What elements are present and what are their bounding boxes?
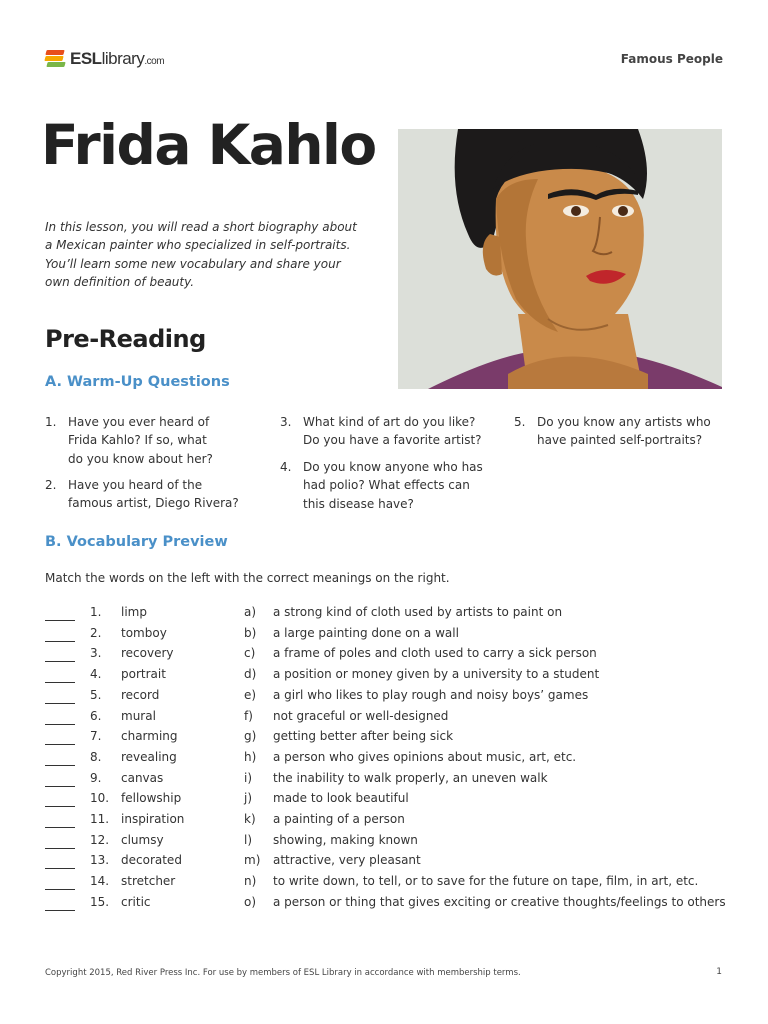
answer-blank[interactable] (45, 889, 75, 890)
vocab-row: 2. tomboy b) a large painting done on a wall (0, 626, 768, 647)
vocab-word: stretcher (121, 874, 176, 889)
esl-library-logo (45, 46, 164, 72)
vocab-meaning: the inability to walk properly, an uneven walk (273, 770, 548, 785)
vocab-word: inspiration (121, 812, 185, 826)
question-text: Do you know any artists who have painted self-portraits? (537, 415, 711, 448)
question-item: 2. Have you heard of the famous artist, Diego Rivera? (45, 476, 255, 514)
vocab-meaning: a person or thing that gives exciting or creative thoughts/feelings to others (273, 894, 726, 909)
question-text: Do you know anyone who has had polio? What effects can this disease have? (303, 460, 483, 511)
books-logo-icon (45, 48, 67, 70)
subheading-warm-up: A. Warm-Up Questions (45, 374, 230, 390)
intro-paragraph (45, 218, 355, 291)
vocab-meaning: a girl who likes to play rough and noisy boys’ games (273, 687, 589, 702)
vocab-meaning: made to look beautiful (273, 791, 409, 806)
vocab-row: 12. clumsy l) showing, making known (0, 833, 768, 854)
vocab-word: clumsy (121, 832, 164, 847)
question-text: What kind of art do you like? Do you have a favorite artist? (303, 415, 482, 448)
vocab-word: canvas (121, 770, 164, 785)
vocab-meaning: a frame of poles and cloth used to carry a sick person (273, 646, 597, 661)
vocab-meaning: to write down, to tell, or to save for the future on tape, film, in art, etc. (273, 874, 699, 889)
question-item: 1. Have you ever heard of Frida Kahlo? If so, what do you know about her? (45, 413, 255, 469)
vocab-word: charming (121, 729, 178, 744)
question-text: Have you heard of the famous artist, Diego Rivera? (68, 478, 239, 511)
vocab-word: revealing (121, 749, 177, 764)
vocab-row: 4. portrait d) a position or money given by a university to a student (0, 667, 768, 688)
vocab-word: mural (121, 708, 156, 723)
answer-blank[interactable] (45, 724, 75, 725)
vocab-meaning: attractive, very pleasant (273, 853, 421, 868)
vocab-meaning: a position or money given by a university to a student (273, 667, 600, 682)
vocab-word: critic (121, 894, 151, 909)
vocab-word: tomboy (121, 625, 167, 640)
answer-blank[interactable] (45, 827, 75, 828)
logo-wordmark: ESLlibrary.com (70, 49, 165, 68)
answer-blank[interactable] (45, 682, 75, 683)
answer-blank[interactable] (45, 744, 75, 745)
vocab-word: portrait (121, 667, 166, 682)
question-item: 4. Do you know anyone who has had polio? What effects can this disease have? (280, 458, 500, 514)
vocab-word: decorated (121, 853, 182, 868)
answer-blank[interactable] (45, 806, 75, 807)
vocab-meaning: a strong kind of cloth used by artists to paint on (273, 605, 563, 619)
question-item: 5. Do you know any artists who have painted self-portraits? (514, 413, 729, 451)
vocab-meaning: not graceful or well-designed (273, 708, 449, 723)
vocab-row: 1. limp a) a strong kind of cloth used by artists to paint on (0, 605, 768, 626)
vocab-word: limp (121, 605, 147, 619)
answer-blank[interactable] (45, 661, 75, 662)
answer-blank[interactable] (45, 848, 75, 849)
vocab-meaning: a painting of a person (273, 812, 405, 826)
vocab-word: record (121, 687, 160, 702)
answer-blank[interactable] (45, 786, 75, 787)
vocab-row: 13. decorated m) attractive, very pleasant (0, 853, 768, 874)
vocab-meaning: a large painting done on a wall (273, 625, 459, 640)
vocab-row: 9. canvas i) the inability to walk properly, an uneven walk (0, 771, 768, 792)
answer-blank[interactable] (45, 868, 75, 869)
vocab-instructions: Match the words on the left with the correct meanings on the right. (45, 571, 450, 585)
page-title: Frida Kahlo (41, 113, 376, 177)
vocab-meaning: a person who gives opinions about music, art, etc. (273, 749, 577, 764)
portrait-illustration (398, 129, 722, 389)
question-text: Have you ever heard of Frida Kahlo? If so, what do you know about her? (68, 415, 213, 466)
intro-line: own definition of beauty. (45, 274, 195, 289)
frida-kahlo-portrait (398, 129, 722, 389)
vocab-word: fellowship (121, 791, 182, 806)
answer-blank[interactable] (45, 703, 75, 704)
page-number: 1 (716, 967, 722, 977)
vocab-row: 5. record e) a girl who likes to play rough and noisy boys’ games (0, 688, 768, 709)
vocab-meaning: getting better after being sick (273, 729, 454, 744)
vocab-row: 14. stretcher n) to write down, to tell, or to save for the future on tape, film, in art, etc. (0, 874, 768, 895)
subheading-vocabulary-preview: B. Vocabulary Preview (45, 534, 228, 550)
question-item: 3. What kind of art do you like? Do you have a favorite artist? (280, 413, 500, 451)
vocab-row: 11. inspiration k) a painting of a person (0, 812, 768, 833)
vocab-row: 3. recovery c) a frame of poles and cloth used to carry a sick person (0, 646, 768, 667)
answer-blank[interactable] (45, 765, 75, 766)
section-heading-pre-reading: Pre-Reading (45, 325, 206, 353)
section-label: Famous People (620, 52, 723, 66)
vocab-meaning: showing, making known (273, 832, 418, 847)
copyright-footer: Copyright 2015, Red River Press Inc. For use by members of ESL Library in accordance with membership terms. (45, 968, 521, 978)
answer-blank[interactable] (45, 641, 75, 642)
answer-blank[interactable] (45, 910, 75, 911)
vocab-row: 7. charming g) getting better after being sick (0, 729, 768, 750)
answer-blank[interactable] (45, 620, 75, 621)
vocab-matching-list (0, 605, 768, 917)
vocab-row: 15. critic o) a person or thing that gives exciting or creative thoughts/feelings to others (0, 895, 768, 916)
intro-line: In this lesson, you will read a short biography about (45, 220, 357, 234)
vocab-word: recovery (121, 646, 174, 661)
vocab-row: 10. fellowship j) made to look beautiful (0, 791, 768, 812)
intro-line: a Mexican painter who specialized in self-portraits. (45, 238, 351, 253)
vocab-row: 6. mural f) not graceful or well-designed (0, 709, 768, 730)
vocab-row: 8. revealing h) a person who gives opinions about music, art, etc. (0, 750, 768, 771)
intro-line: You’ll learn some new vocabulary and share your (45, 256, 341, 271)
